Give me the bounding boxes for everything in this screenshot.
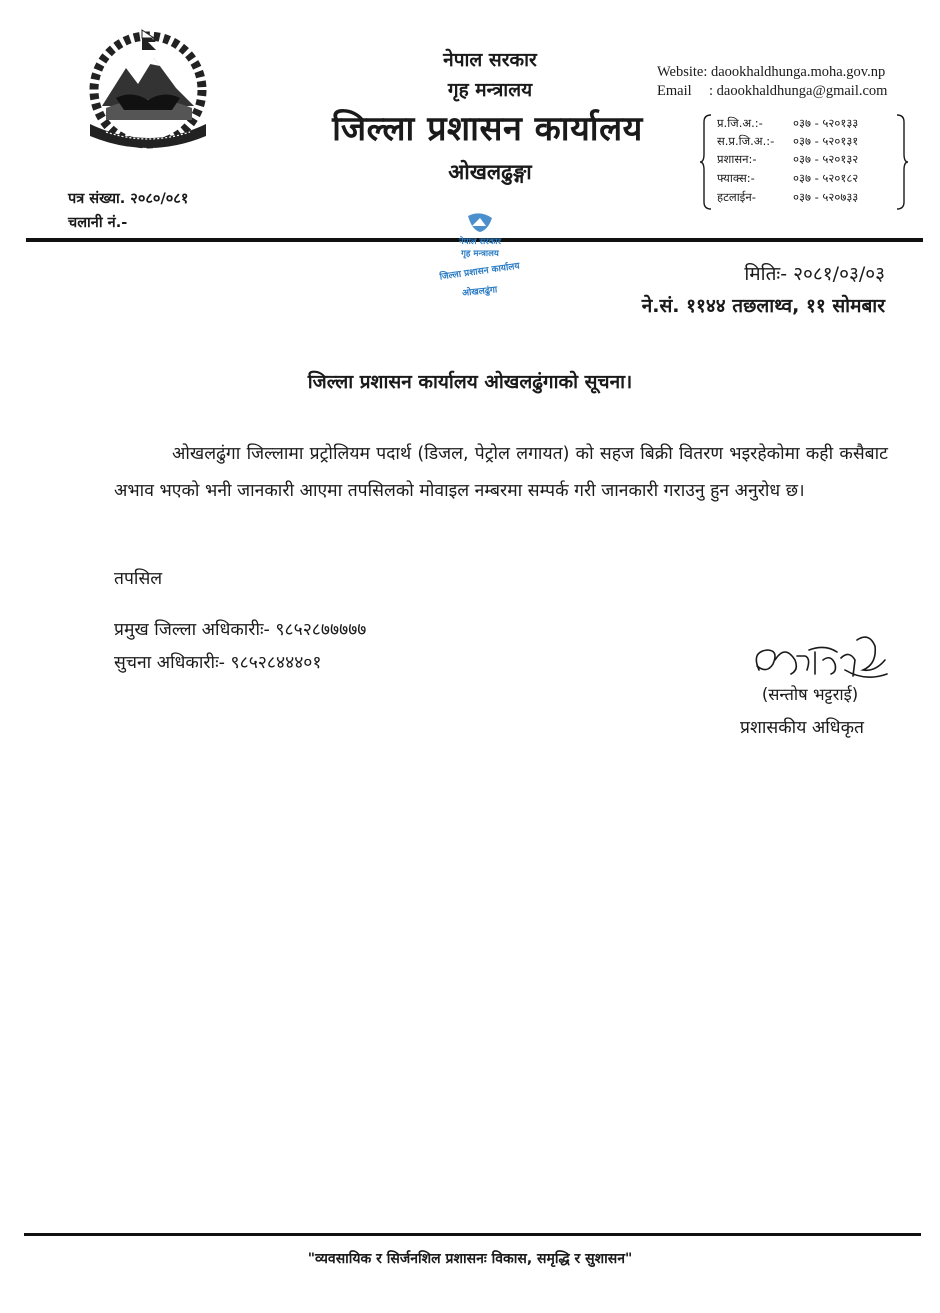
footer-divider bbox=[24, 1233, 921, 1236]
office-name: जिल्ला प्रशासन कार्यालय bbox=[332, 109, 643, 149]
phone-number: ०३७ - ५२०१३२ bbox=[793, 152, 859, 166]
contact-line: सुचना अधिकारीः- ९८५२८४४४०१ bbox=[114, 653, 322, 673]
reference-number: पत्र संख्या. २०८०/०८१ bbox=[68, 191, 189, 207]
government-name: नेपाल सरकार bbox=[443, 49, 537, 71]
email-address[interactable]: : daookhaldhunga@gmail.com bbox=[709, 83, 888, 99]
phone-row bbox=[717, 188, 858, 206]
signer-name: (सन्तोष भट्टराई) bbox=[761, 685, 859, 704]
phone-number: ०३७ - ५२०१३१ bbox=[793, 134, 859, 148]
email-line bbox=[657, 83, 887, 100]
phone-number: ०३७ - ५२०१८२ bbox=[793, 171, 859, 185]
ministry-name: गृह मन्त्रालय bbox=[447, 79, 533, 101]
phone-row bbox=[717, 150, 858, 168]
phone-row bbox=[717, 169, 858, 187]
stamp-line: जिल्ला प्रशासन कार्यालय bbox=[439, 261, 521, 283]
phone-label: प्र.जि.अ.:- bbox=[717, 116, 763, 130]
details-heading: तपसिल bbox=[114, 569, 163, 589]
phone-row bbox=[717, 132, 858, 150]
left-brace-icon bbox=[700, 114, 712, 210]
notice-body: ओखलढुंगा जिल्लामा प्रट्रोलियम पदार्थ (डिजल, पेट्रोल लगायत) को सहज बिक्री वितरण भइरहेकोमा कही कसैबाट अभाव भएको भनी जानकारी आएमा तपसिलको मोवाइल नम्बरमा सम्पर्क गरी जानकारी गराउनु हुन अनुरोध छ। bbox=[114, 444, 888, 501]
office-stamp-icon bbox=[428, 212, 532, 306]
website-label: Website: bbox=[657, 64, 708, 80]
phone-number: ०३७ - ५२०१३३ bbox=[793, 116, 859, 130]
phone-number: ०३७ - ५२०७३३ bbox=[793, 190, 859, 204]
nepal-sambat-date: ने.सं. ११४४ तछलाथ्व, ११ सोमबार bbox=[641, 295, 885, 317]
website-url[interactable]: daookhaldhunga.moha.gov.np bbox=[711, 64, 886, 80]
right-brace-icon bbox=[896, 114, 908, 210]
dispatch-number: चलानी नं.- bbox=[68, 215, 128, 231]
stamp-line: ओखलढुंगा bbox=[461, 285, 498, 299]
contact-line: प्रमुख जिल्ला अधिकारीः- ९८५२८७७७७७ bbox=[114, 620, 367, 640]
phone-row bbox=[717, 114, 858, 132]
phone-label: प्रशासन:- bbox=[717, 152, 757, 166]
phone-label: स.प्र.जि.अ.:- bbox=[717, 134, 775, 148]
stamp-line: गृह मन्त्रालय bbox=[461, 249, 499, 259]
phone-label: फ्याक्स:- bbox=[717, 171, 755, 185]
email-label: Email bbox=[657, 83, 692, 99]
footer-motto: "व्यवसायिक र सिर्जनशिल प्रशासनः विकास, समृद्धि र सुशासन" bbox=[307, 1251, 633, 1267]
notice-title: जिल्ला प्रशासन कार्यालय ओखलढुंगाको सूचना। bbox=[307, 371, 633, 393]
phone-list bbox=[700, 114, 910, 210]
signer-designation: प्रशासकीय अधिकृत bbox=[740, 718, 864, 738]
district-name: ओखलढुङ्गा bbox=[448, 160, 532, 184]
letter-date: मितिः- २०८१/०३/०३ bbox=[744, 263, 885, 285]
phone-label: हटलाईन- bbox=[717, 190, 756, 204]
stamp-line: नेपाल सरकार bbox=[459, 237, 501, 247]
website-line bbox=[657, 64, 885, 81]
nepal-emblem-icon bbox=[76, 28, 221, 153]
